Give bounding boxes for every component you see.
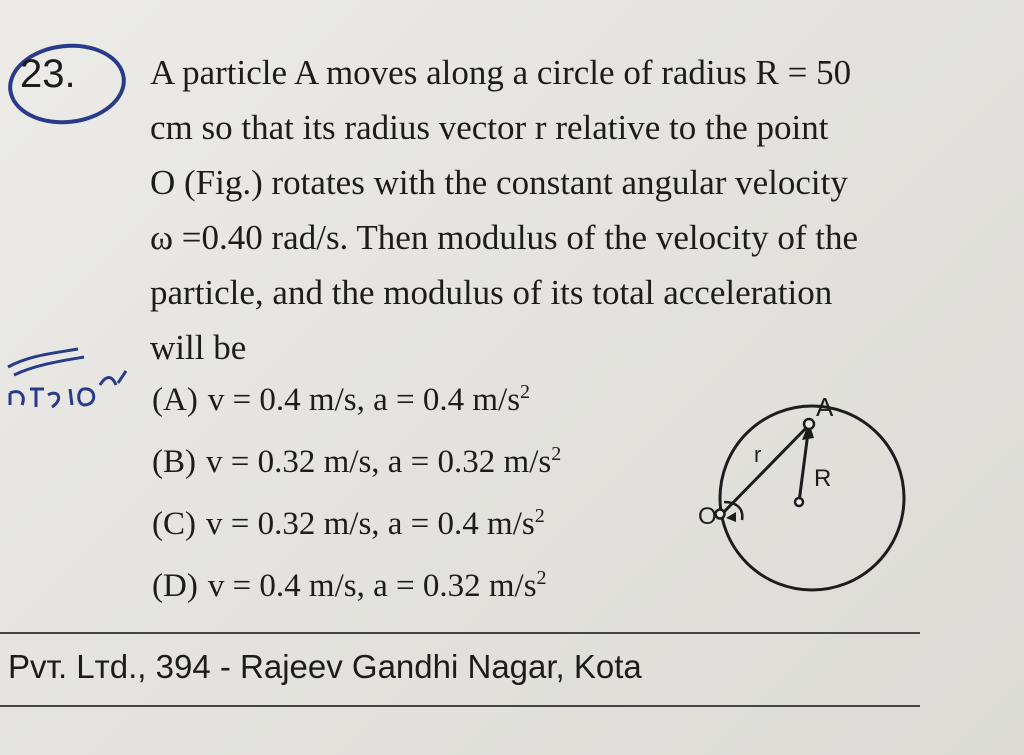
option-letter: (D) (152, 568, 198, 604)
option-letter: (C) (152, 506, 196, 542)
question-number: 23. (20, 52, 76, 96)
handwritten-note-scribble (0, 345, 140, 415)
question-stem (150, 45, 920, 375)
option-letter: (B) (152, 444, 196, 480)
stem-line: O (Fig.) rotates with the constant angular velocity (150, 163, 848, 202)
footer-top-rule (0, 632, 920, 634)
option-text: v = 0.4 m/s, a = 0.4 m/s (207, 382, 521, 418)
point-O-marker (716, 510, 725, 519)
label-A: A (816, 392, 834, 422)
label-r: r (754, 442, 762, 467)
option-text: v = 0.32 m/s, a = 0.4 m/s (206, 506, 535, 542)
circle-figure (690, 380, 910, 600)
options-list (152, 378, 561, 626)
option-b (152, 440, 561, 502)
option-letter: (A) (152, 382, 198, 418)
label-R: R (814, 465, 832, 492)
option-superscript: 2 (534, 505, 545, 527)
option-a (152, 378, 561, 440)
option-text: v = 0.32 m/s, a = 0.32 m/s (206, 444, 552, 480)
option-text: v = 0.4 m/s, a = 0.32 m/s (207, 568, 537, 604)
angle-arc-arrowhead (726, 512, 736, 522)
stem-line: cm so that its radius vector r relative to the point (150, 108, 829, 147)
stem-line: will be (150, 328, 247, 367)
footer-bottom-rule (0, 705, 920, 707)
option-d (152, 564, 561, 626)
label-O: O (698, 503, 717, 530)
option-superscript: 2 (551, 443, 562, 465)
stem-line: A particle A moves along a circle of radius R = 50 (150, 53, 852, 92)
option-superscript: 2 (520, 381, 531, 403)
footer-address: Pvт. Lтd., 394 - Rajeev Gandhi Nagar, Kota (8, 648, 642, 685)
option-c (152, 502, 561, 564)
point-A-marker (804, 419, 814, 429)
option-superscript: 2 (536, 567, 547, 589)
stem-line: ω =0.40 rad/s. Then modulus of the velocity of the (150, 218, 858, 257)
stem-line: particle, and the modulus of its total acceleration (150, 273, 833, 312)
center-marker (795, 498, 803, 506)
